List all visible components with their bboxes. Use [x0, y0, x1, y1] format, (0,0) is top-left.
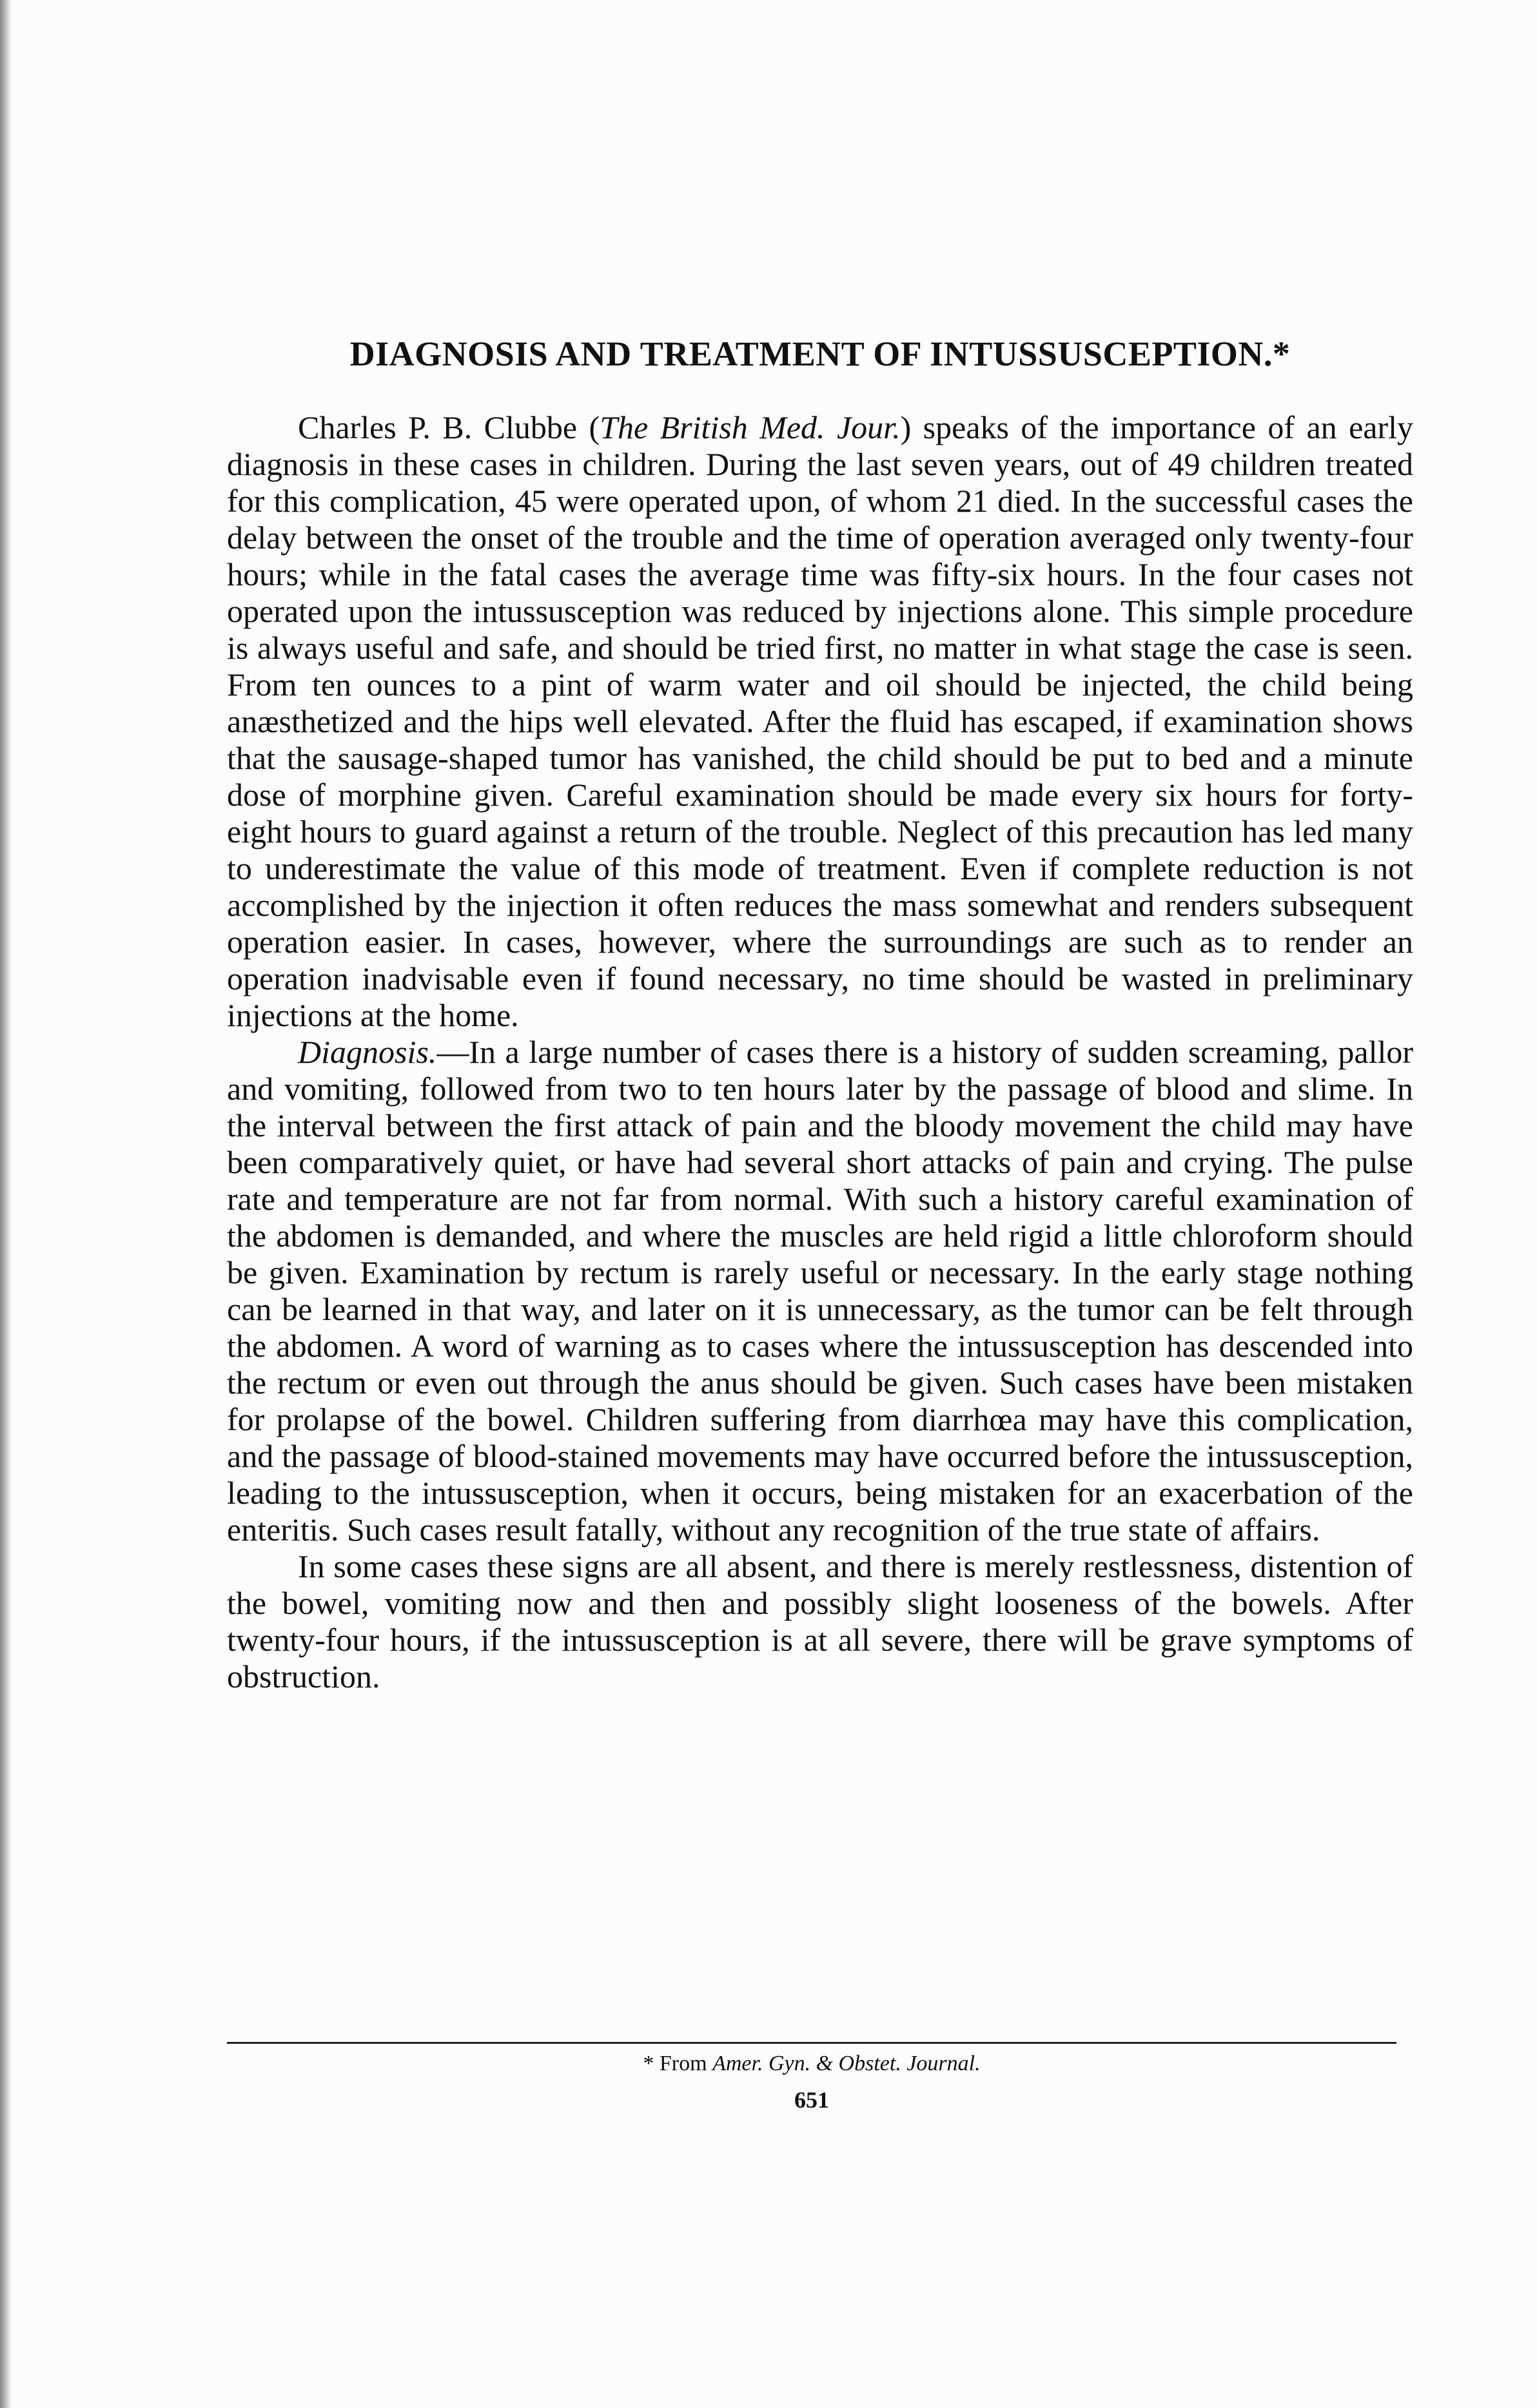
footnote-lead: * From [643, 2052, 713, 2075]
paragraph-intro [227, 409, 1413, 1034]
source-citation: The British Med. Jour. [600, 409, 901, 446]
paragraph-symptoms [227, 1548, 1413, 1695]
diagnosis-heading: Diagnosis. [298, 1034, 437, 1071]
footnote-divider [227, 2042, 1396, 2044]
diagnosis-body: —In a large number of cases there is a history of sudden screaming, pallor and vomiting, followed from two to ten hours later by the passage of blood and slime. In the interval between the first attack of pain and the bloody movement the child may have been comparatively quiet, or have had several short attacks of pain and crying. The pulse rate and temperature are not far from normal. With such a history careful examination of the abdomen is demanded, and where the muscles are held rigid a little chloroform should be given. Examination by rectum is rarely useful or necessary. In the early stage nothing can be learned in that way, and later on it is unnecessary, as the tumor can be felt through the abdomen. A word of warning as to cases where the intussusception has descended into the rectum or even out through the anus should be given. Such cases have been mistaken for prolapse of the bowel. Children suffering from diarrhœa may have this complication, and the passage of blood-stained movements may have occurred before the intussusception, leading to the intussusception, when it occurs, being mistaken for an exacerbation of the enteritis. Such cases result fatally, without any recognition of the true state of affairs. [227, 1034, 1413, 1548]
footnote-source: Amer. Gyn. & Obstet. Journal. [712, 2052, 981, 2075]
article-title: DIAGNOSIS AND TREATMENT OF INTUSSUSCEPTION.* [349, 335, 1291, 373]
intro-body: ) speaks of the importance of an early diagnosis in these cases in children. During the last seven years, out of 49 children treated for this complication, 45 were operated upon, of whom 21 died. In the successful cases the delay between the onset of the trouble and the time of operation averaged only twenty-four hours; while in the fatal cases the average time was fifty-six hours. In the four cases not operated upon the intussusception was reduced by injections alone. This simple procedure is always useful and safe, and should be tried first, no matter in what stage the case is seen. From ten ounces to a pint of warm water and oil should be injected, the child being anæsthetized and the hips well elevated. After the fluid has escaped, if examination shows that the sausage-shaped tumor has vanished, the child should be put to bed and a minute dose of morphine given. Careful examination should be made every six hours for forty-eight hours to guard against a return of the trouble. Neglect of this precaution has led many to underestimate the value of this mode of treatment. Even if complete reduction is not accomplished by the injection it often reduces the mass somewhat and renders subsequent operation easier. In cases, however, where the surroundings are such as to render an operation inadvisable even if found necessary, no time should be wasted in preliminary injections at the home. [227, 409, 1414, 1034]
page-edge-shadow [0, 0, 12, 2408]
page-number: 651 [794, 2087, 829, 2113]
article [227, 335, 1413, 1695]
intro-lead: Charles P. B. Clubbe ( [298, 409, 600, 446]
symptoms-body: In some cases these signs are all absent, and there is merely restlessness, distention of the bowel, vomiting now and then and possibly slight looseness of the bowels. After twenty-four hours, if the intussusception is at all severe, there will be grave symptoms of obstruction. [227, 1548, 1413, 1695]
paragraph-diagnosis [227, 1034, 1413, 1548]
footnote [227, 2051, 1396, 2077]
